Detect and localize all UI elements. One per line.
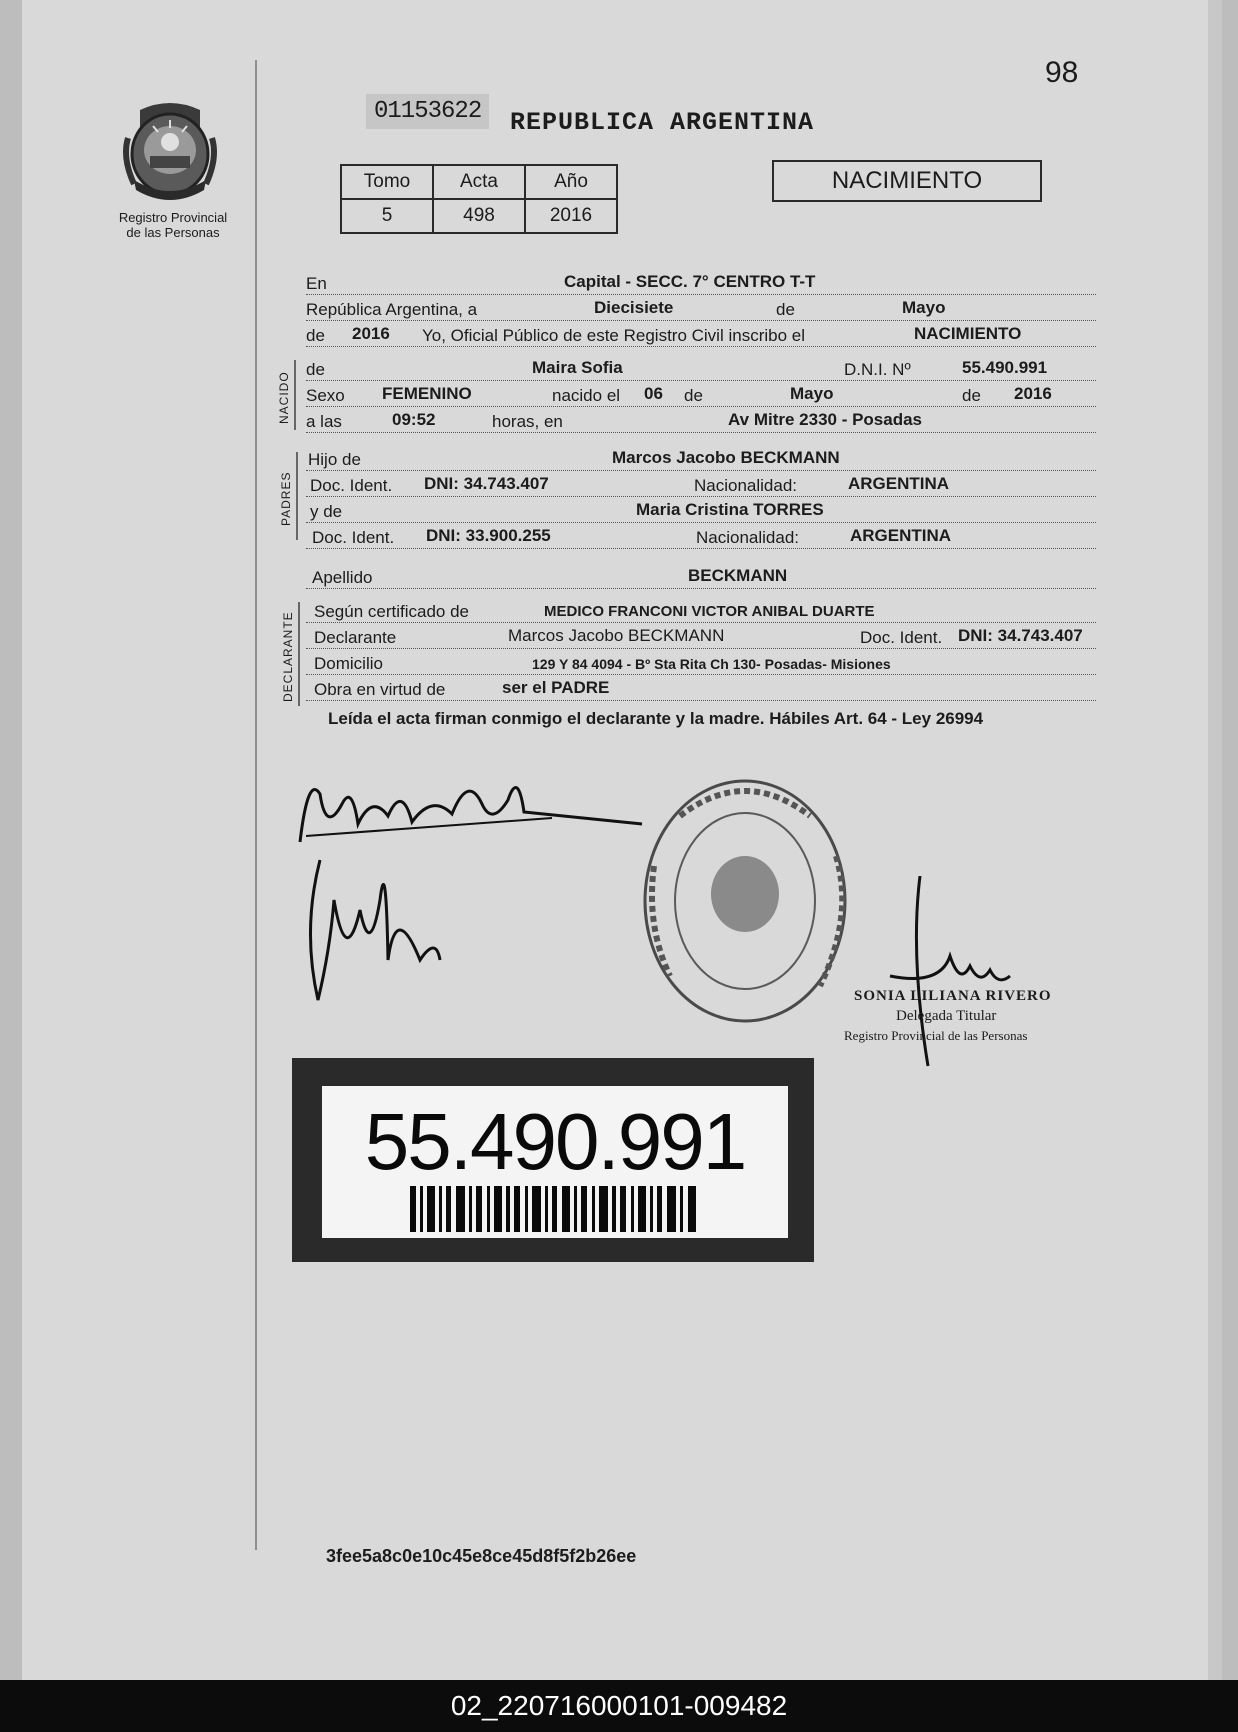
sexo-label: Sexo — [306, 386, 345, 405]
acta-value: 498 — [433, 199, 525, 233]
tomo-value: 5 — [341, 199, 433, 233]
registry-line-1: Registro Provincial — [118, 210, 228, 225]
dni-label-inner — [322, 1086, 788, 1238]
tomo-header: Tomo — [341, 165, 433, 199]
sexo-value: FEMENINO — [382, 384, 472, 403]
row-obra — [306, 676, 1096, 701]
nacido-mes: Mayo — [790, 384, 834, 403]
republica-label: República Argentina, a — [306, 300, 478, 319]
nacido-dia: 06 — [644, 384, 663, 403]
madre-nac-label: Nacionalidad: — [696, 528, 800, 547]
obra-value: ser el PADRE — [502, 678, 610, 697]
madre-signature — [300, 840, 450, 1010]
apellido-value: BECKMANN — [688, 566, 788, 585]
registry-name — [108, 210, 238, 240]
dni-label-number: 55.490.991 — [364, 1097, 746, 1186]
padres-section-bar — [296, 452, 298, 540]
row-declarante — [306, 624, 1096, 649]
nacido-anio: 2016 — [1014, 384, 1052, 403]
inscribo-value: NACIMIENTO — [914, 324, 1022, 343]
sheet-edge — [1208, 0, 1222, 1680]
madre-doc-label: Doc. Ident. — [312, 528, 395, 547]
footer-id: 02_220716000101-009482 — [450, 1690, 788, 1721]
row-madre — [306, 498, 1096, 523]
section-declarante: DECLARANTE — [281, 611, 295, 702]
dni-value: 55.490.991 — [962, 358, 1048, 377]
official-stamp — [640, 776, 850, 1026]
dni-label: D.N.I. Nº — [844, 360, 911, 379]
document-hash: 3fee5a8c0e10c45e8ce45d8f5f2b26ee — [326, 1546, 637, 1566]
horas-en-label: horas, en — [492, 412, 563, 431]
anio-value: 2016 — [525, 199, 617, 233]
closing-statement: Leída el acta firman conmigo el declarante y la madre. Hábiles Art. 64 - Ley 26994 — [328, 709, 984, 728]
dni-label-sticker — [292, 1058, 814, 1262]
nacido-de: de — [684, 386, 703, 405]
barcode — [410, 1186, 700, 1232]
declarante-section-bar — [298, 602, 300, 706]
row-padre-doc — [306, 472, 1096, 497]
mes-value: Mayo — [902, 298, 946, 317]
certificado-value: MEDICO FRANCONI VICTOR ANIBAL DUARTE — [544, 603, 875, 620]
official-title: Delegada Titular — [896, 1008, 997, 1024]
record-reference-table — [340, 164, 618, 234]
nombre-value: Maira Sofia — [532, 358, 623, 377]
row-hora — [306, 408, 1096, 433]
padre-doc-label: Doc. Ident. — [310, 476, 393, 495]
en-value: Capital - SECC. 7° CENTRO T-T — [564, 272, 816, 291]
row-domicilio — [306, 650, 1096, 675]
row-certificado — [306, 598, 1096, 623]
domicilio-value: 129 Y 84 4094 - Bº Sta Rita Ch 130- Posadas- Misiones — [532, 656, 891, 672]
row-republica — [306, 296, 1096, 321]
nacido-de2: de — [962, 386, 981, 405]
lugar-value: Av Mitre 2330 - Posadas — [728, 410, 923, 429]
declarante-label: Declarante — [314, 628, 397, 647]
padre-doc: DNI: 34.743.407 — [424, 474, 549, 493]
row-sexo — [306, 382, 1096, 407]
nacido-label: nacido el — [552, 386, 621, 405]
margin-rule — [255, 60, 257, 1550]
padre-value: Marcos Jacobo BECKMANN — [612, 448, 840, 467]
dia-value: Diecisiete — [594, 298, 674, 317]
act-type-box: NACIMIENTO — [772, 160, 1042, 202]
madre-doc: DNI: 33.900.255 — [426, 526, 551, 545]
madre-value: Maria Cristina TORRES — [636, 500, 824, 519]
inscribo-label: Yo, Oficial Público de este Registro Civil inscribo el — [422, 326, 805, 345]
official-block — [844, 986, 1052, 1046]
acta-header: Acta — [433, 165, 525, 199]
footer-id-bar — [0, 1680, 1238, 1732]
page-number: 98 — [1045, 56, 1079, 89]
hora-value: 09:52 — [392, 410, 436, 429]
domicilio-label: Domicilio — [314, 654, 383, 673]
madre-nac: ARGENTINA — [850, 526, 952, 545]
hijo-label: Hijo de — [308, 450, 361, 469]
declarante-doc: DNI: 34.743.407 — [958, 626, 1083, 645]
row-en — [306, 270, 1096, 295]
section-padres: PADRES — [279, 471, 293, 526]
country-heading: REPUBLICA ARGENTINA — [510, 108, 815, 137]
row-inscripcion — [306, 322, 1096, 347]
row-apellido — [306, 564, 1096, 589]
row-madre-doc — [306, 524, 1096, 549]
declarante-value: Marcos Jacobo BECKMANN — [508, 626, 725, 645]
official-office: Registro Provincial de las Personas — [844, 1028, 1028, 1043]
anio-header: Año — [525, 165, 617, 199]
declarante-doc-label: Doc. Ident. — [860, 628, 943, 647]
anio-value-field: 2016 — [352, 324, 390, 343]
en-label: En — [306, 274, 327, 293]
de-nombre-label: de — [306, 360, 325, 379]
serial-number: 01153622 — [366, 94, 489, 129]
section-nacido: NACIDO — [277, 371, 291, 424]
hora-label: a las — [306, 412, 342, 431]
official-name: SONIA LILIANA RIVERO — [854, 988, 1052, 1004]
anio-label: de — [306, 326, 325, 345]
padre-nac: ARGENTINA — [848, 474, 950, 493]
provincial-seal-logo — [120, 98, 220, 208]
nacido-section-bar — [294, 360, 296, 430]
apellido-label: Apellido — [312, 568, 373, 587]
yde-label: y de — [310, 502, 343, 521]
de-label: de — [776, 300, 795, 319]
padre-nac-label: Nacionalidad: — [694, 476, 798, 495]
registry-line-2: de las Personas — [126, 225, 220, 240]
obra-label: Obra en virtud de — [314, 680, 446, 699]
certificado-label: Según certificado de — [314, 602, 469, 621]
row-nombre — [306, 356, 1096, 381]
row-hijo — [306, 446, 1096, 471]
